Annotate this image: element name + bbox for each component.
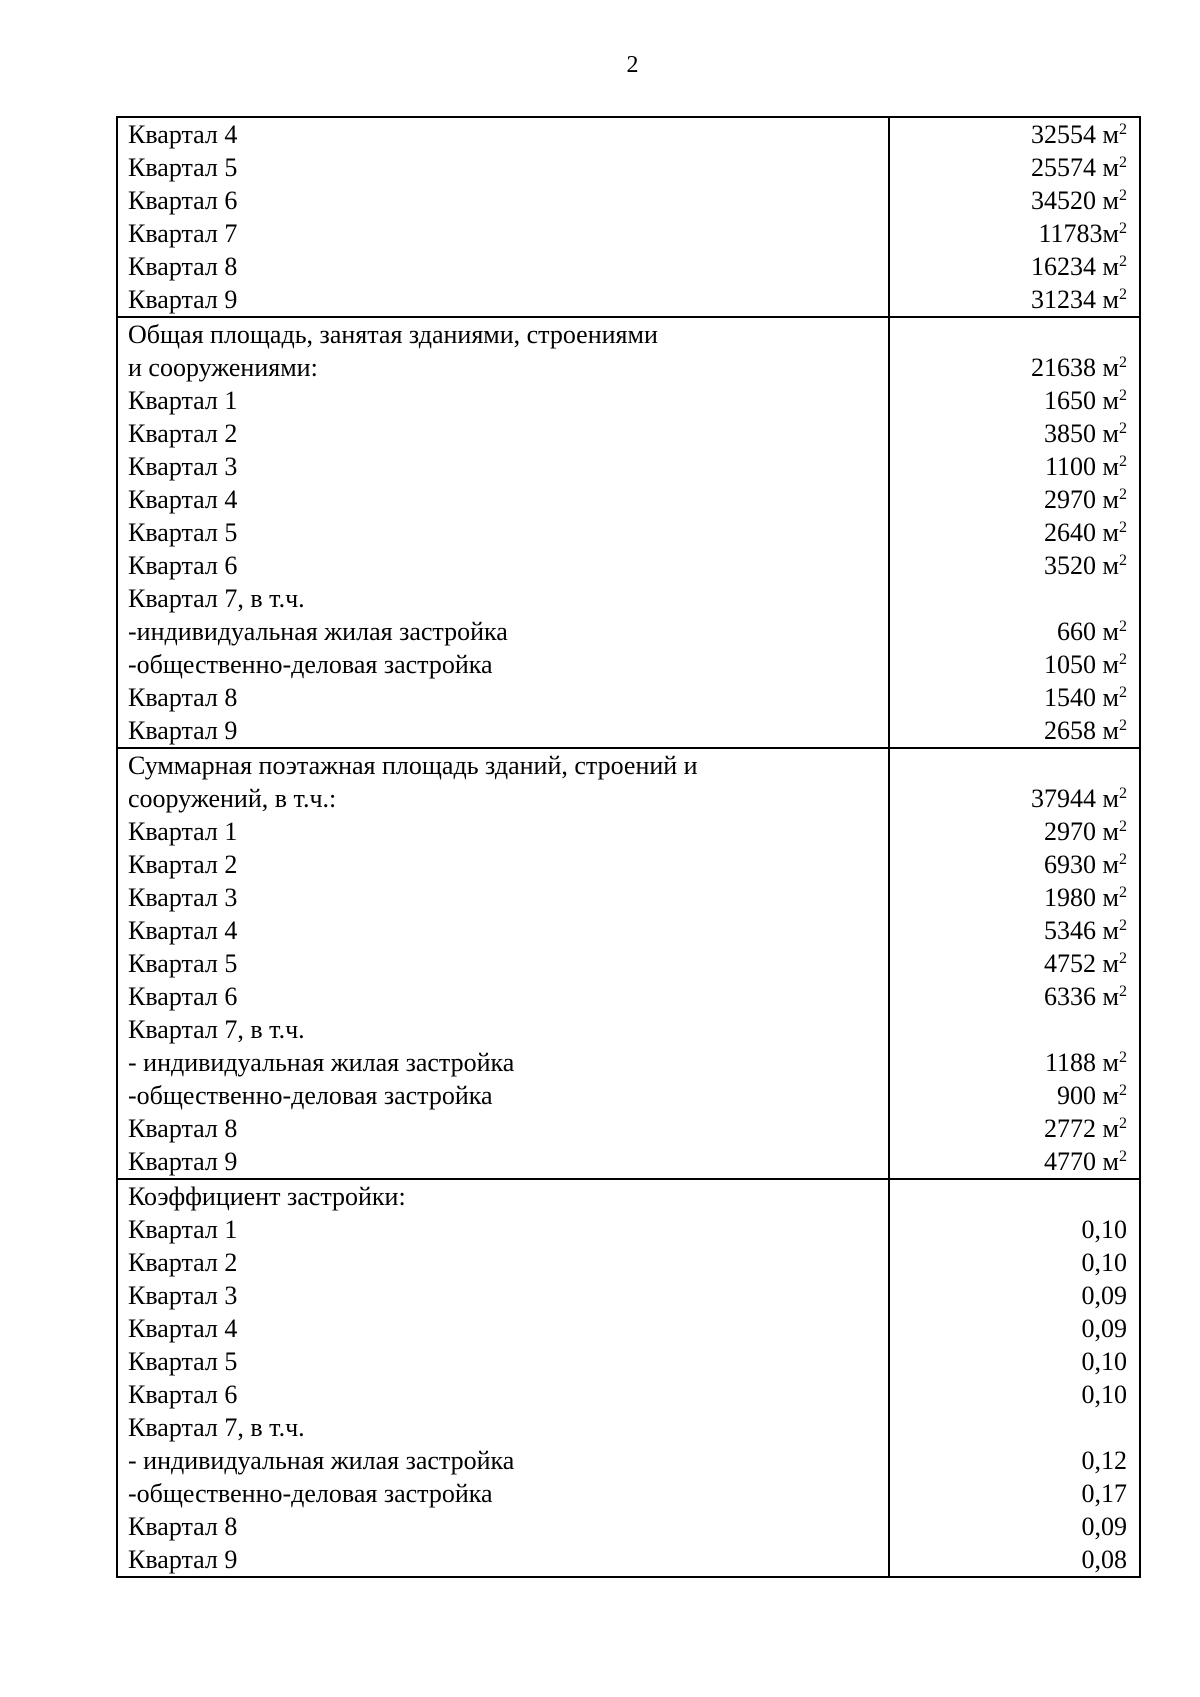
row-value <box>890 1477 1139 1510</box>
value-text: 3850 м <box>1044 419 1119 448</box>
row-label: Квартал 7 <box>128 219 238 248</box>
value-text: 0,10 <box>1081 1248 1127 1277</box>
row-value <box>890 1378 1139 1411</box>
value-text: 0,10 <box>1081 1380 1127 1409</box>
row-value <box>890 582 1139 615</box>
value-text: 4770 м <box>1044 1147 1119 1176</box>
value-text: 2640 м <box>1044 518 1119 547</box>
row-label: Квартал 2 <box>128 1248 238 1277</box>
row-label: Квартал 3 <box>128 1281 238 1310</box>
value-text: 1050 м <box>1044 650 1119 679</box>
unit-superscript: 2 <box>1119 684 1127 701</box>
row-label: -индивидуальная жилая застройка <box>128 617 508 646</box>
row-value <box>890 250 1139 283</box>
table-section-row <box>117 317 1140 748</box>
row-label: Квартал 9 <box>128 716 238 745</box>
value-cell <box>889 748 1140 1179</box>
row-value <box>890 351 1139 384</box>
row-label: Квартал 2 <box>128 850 238 879</box>
value-text: 21638 м <box>1031 353 1119 382</box>
value-text: 16234 м <box>1031 252 1119 281</box>
row-label: -общественно-деловая застройка <box>128 650 493 679</box>
unit-superscript: 2 <box>1119 651 1127 668</box>
row-value <box>890 151 1139 184</box>
value-text: 0,09 <box>1081 1281 1127 1310</box>
value-text: 660 м <box>1057 617 1119 646</box>
row-label: Квартал 9 <box>128 1147 238 1176</box>
row-label: Квартал 6 <box>128 1380 238 1409</box>
row-label: Квартал 1 <box>128 817 238 846</box>
unit-superscript: 2 <box>1119 717 1127 734</box>
row-value <box>890 782 1139 815</box>
unit-superscript: 2 <box>1119 618 1127 635</box>
table-section-row <box>117 117 1140 317</box>
unit-superscript: 2 <box>1119 519 1127 536</box>
unit-superscript: 2 <box>1119 486 1127 503</box>
unit-superscript: 2 <box>1119 354 1127 371</box>
label-cell <box>117 317 889 748</box>
row-label: Квартал 5 <box>128 949 238 978</box>
row-label: Квартал 4 <box>128 485 238 514</box>
row-label: Квартал 4 <box>128 916 238 945</box>
value-cell <box>889 317 1140 748</box>
value-text: 34520 м <box>1031 186 1119 215</box>
row-value <box>890 648 1139 681</box>
row-value <box>890 549 1139 582</box>
row-value <box>890 749 1139 782</box>
value-text: 2970 м <box>1044 817 1119 846</box>
unit-superscript: 2 <box>1119 785 1127 802</box>
row-label: Квартал 7, в т.ч. <box>128 1413 305 1442</box>
value-text: 31234 м <box>1031 285 1119 314</box>
row-value <box>890 384 1139 417</box>
row-label: Коэффициент застройки: <box>128 1182 406 1211</box>
value-text: 1980 м <box>1044 883 1119 912</box>
unit-superscript: 2 <box>1119 1115 1127 1132</box>
value-text: 4752 м <box>1044 949 1119 978</box>
row-value <box>890 1046 1139 1079</box>
value-text: 1540 м <box>1044 683 1119 712</box>
unit-superscript: 2 <box>1119 1082 1127 1099</box>
row-value <box>890 1246 1139 1279</box>
row-label: Квартал 5 <box>128 1347 238 1376</box>
row-value <box>890 217 1139 250</box>
unit-superscript: 2 <box>1119 917 1127 934</box>
value-text: 6336 м <box>1044 982 1119 1011</box>
row-label: Квартал 9 <box>128 1545 238 1574</box>
row-value <box>890 980 1139 1013</box>
row-label: Общая площадь, занятая зданиями, строениями <box>128 320 658 349</box>
row-label: Квартал 6 <box>128 186 238 215</box>
row-label: Квартал 5 <box>128 518 238 547</box>
row-label: -общественно-деловая застройка <box>128 1479 493 1508</box>
row-value <box>890 318 1139 351</box>
unit-superscript: 2 <box>1119 286 1127 303</box>
row-value <box>890 283 1139 316</box>
row-label: Квартал 8 <box>128 1512 238 1541</box>
value-text: 900 м <box>1057 1081 1119 1110</box>
table-body <box>117 117 1140 1577</box>
row-value <box>890 483 1139 516</box>
row-label: Квартал 5 <box>128 153 238 182</box>
row-value <box>890 1112 1139 1145</box>
row-label: Квартал 1 <box>128 386 238 415</box>
row-value <box>890 1543 1139 1576</box>
unit-superscript: 2 <box>1119 1148 1127 1165</box>
value-text: 37944 м <box>1031 784 1119 813</box>
row-value <box>890 714 1139 747</box>
value-text: 0,12 <box>1081 1446 1127 1475</box>
row-value <box>890 1079 1139 1112</box>
value-text: 1650 м <box>1044 386 1119 415</box>
row-value <box>890 1180 1139 1213</box>
value-text: 0,08 <box>1081 1545 1127 1574</box>
value-text: 3520 м <box>1044 551 1119 580</box>
value-cell <box>889 117 1140 317</box>
row-value <box>890 417 1139 450</box>
row-label: Квартал 9 <box>128 285 238 314</box>
row-value <box>890 1345 1139 1378</box>
table-section-row <box>117 1179 1140 1577</box>
row-value <box>890 947 1139 980</box>
value-text: 5346 м <box>1044 916 1119 945</box>
value-text: 1188 м <box>1045 1048 1119 1077</box>
unit-superscript: 2 <box>1119 851 1127 868</box>
row-label: и сооружениями: <box>128 353 318 382</box>
row-value <box>890 1145 1139 1178</box>
row-value <box>890 118 1139 151</box>
row-label: Квартал 6 <box>128 982 238 1011</box>
value-text: 2658 м <box>1044 716 1119 745</box>
value-text: 0,10 <box>1081 1215 1127 1244</box>
row-label: сооружений, в т.ч.: <box>128 784 337 813</box>
value-text: 32554 м <box>1031 120 1119 149</box>
value-text: 0,10 <box>1081 1347 1127 1376</box>
unit-superscript: 2 <box>1119 818 1127 835</box>
row-value <box>890 848 1139 881</box>
row-label: Квартал 3 <box>128 883 238 912</box>
row-label: - индивидуальная жилая застройка <box>128 1446 515 1475</box>
unit-superscript: 2 <box>1119 884 1127 901</box>
row-value <box>890 914 1139 947</box>
row-label: - индивидуальная жилая застройка <box>128 1048 515 1077</box>
row-value <box>890 516 1139 549</box>
row-value <box>890 815 1139 848</box>
data-table <box>116 116 1141 1578</box>
page-number: 2 <box>626 52 639 78</box>
unit-superscript: 2 <box>1119 950 1127 967</box>
row-label: Квартал 8 <box>128 1114 238 1143</box>
row-value <box>890 1510 1139 1543</box>
unit-superscript: 2 <box>1119 187 1127 204</box>
label-cell <box>117 1179 889 1577</box>
unit-superscript: 2 <box>1119 154 1127 171</box>
value-text: 6930 м <box>1044 850 1119 879</box>
row-label: Квартал 1 <box>128 1215 238 1244</box>
unit-superscript: 2 <box>1119 220 1127 237</box>
unit-superscript: 2 <box>1119 983 1127 1000</box>
unit-superscript: 2 <box>1119 420 1127 437</box>
row-label: Квартал 6 <box>128 551 238 580</box>
row-label: Квартал 8 <box>128 252 238 281</box>
label-cell <box>117 117 889 317</box>
row-label: -общественно-деловая застройка <box>128 1081 493 1110</box>
row-value <box>890 1312 1139 1345</box>
row-label: Квартал 4 <box>128 1314 238 1343</box>
value-text: 0,09 <box>1081 1314 1127 1343</box>
label-cell <box>117 748 889 1179</box>
unit-superscript: 2 <box>1119 387 1127 404</box>
row-label: Квартал 7, в т.ч. <box>128 584 305 613</box>
unit-superscript: 2 <box>1119 1049 1127 1066</box>
table-section-row <box>117 748 1140 1179</box>
unit-superscript: 2 <box>1119 253 1127 270</box>
row-value <box>890 681 1139 714</box>
row-value <box>890 450 1139 483</box>
row-value <box>890 1411 1139 1444</box>
row-value <box>890 1444 1139 1477</box>
row-value <box>890 184 1139 217</box>
value-cell <box>889 1179 1140 1577</box>
unit-superscript: 2 <box>1119 121 1127 138</box>
value-text: 0,17 <box>1081 1479 1127 1508</box>
row-value <box>890 1279 1139 1312</box>
value-text: 2970 м <box>1044 485 1119 514</box>
value-text: 11783м <box>1038 219 1119 248</box>
value-text: 2772 м <box>1044 1114 1119 1143</box>
row-label: Квартал 4 <box>128 120 238 149</box>
value-text: 25574 м <box>1031 153 1119 182</box>
row-value <box>890 1013 1139 1046</box>
row-value <box>890 881 1139 914</box>
row-label: Квартал 3 <box>128 452 238 481</box>
row-value <box>890 615 1139 648</box>
unit-superscript: 2 <box>1119 453 1127 470</box>
unit-superscript: 2 <box>1119 552 1127 569</box>
row-label: Квартал 8 <box>128 683 238 712</box>
row-value <box>890 1213 1139 1246</box>
row-label: Квартал 7, в т.ч. <box>128 1015 305 1044</box>
value-text: 0,09 <box>1081 1512 1127 1541</box>
row-label: Квартал 2 <box>128 419 238 448</box>
row-label: Суммарная поэтажная площадь зданий, строений и <box>128 751 698 780</box>
value-text: 1100 м <box>1045 452 1119 481</box>
